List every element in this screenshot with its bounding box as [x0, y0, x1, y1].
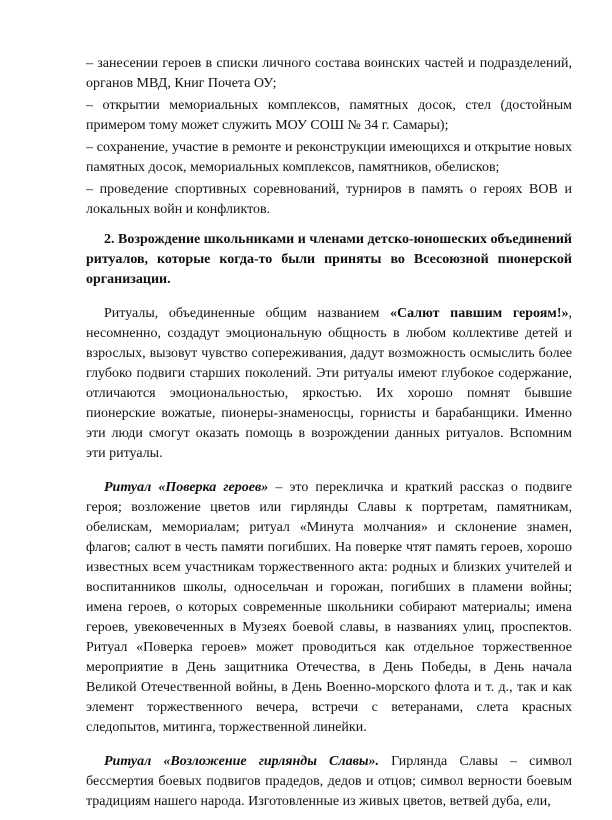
document-page — [86, 54, 572, 820]
paragraph-ritual-garland — [86, 752, 572, 812]
ritual-title: Ритуал «Поверка героев» — [104, 480, 269, 495]
section-heading: 2. Возрождение школьниками и членами детско-юношеских объединений ритуалов, которые когда-то были приняты во Всесоюзной пионерской организации. — [86, 232, 572, 287]
paragraph-text: – это перекличка и краткий рассказ о подвиге героя; возложение цветов или гирлянды Славы к портретам, памятникам, обелискам, мемориалам; ритуал «Минута молчания» и склонение знамен, флагов; салют в честь памяти погибших. На поверке чтят память героев, хорошо известных всем участникам торжественного акта: родных и близких учителей и воспитанников школы, односельчан и горожан, погибших в пламени войны; имена героев, о которых современные школьники собирают материалы; имена героев, увековеченных в Музеях боевой славы, в названиях улиц, проспектов. Ритуал «Поверка героев» может проводиться как отдельное торжественное мероприятие в День защитника Отечества, в День Победы, в День начала Великой Отечественной войны, в День Военно-морского флота и т. д., так и как элемент торжественного вечера, встречи с ветеранами, слета красных следопытов, митинга, торжественной линейки. — [86, 480, 572, 735]
paragraph-text: Ритуалы, объединенные общим названием — [104, 306, 390, 321]
paragraph-rituals-intro — [86, 304, 572, 464]
list-item: – занесении героев в списки личного состава воинских частей и подразделений, органов МВД, Книг Почета ОУ; — [86, 56, 572, 91]
list-item: – открытии мемориальных комплексов, памятных досок, стел (достойным примером тому может служить МОУ СОШ № 34 г. Самары); — [86, 98, 572, 133]
ritual-name-bold: «Салют павшим героям!» — [390, 306, 569, 321]
paragraph-text: Гирлянда Славы – символ бессмертия боевых подвигов прадедов, дедов и отцов; символ верности боевым традициям нашего народа. Изготовленные из живых цветов, ветвей дуба, ели, — [86, 754, 572, 809]
list-item: – сохранение, участие в ремонте и реконструкции имеющихся и открытие новых памятных досок, мемориальных комплексов, памятников, обелисков; — [86, 140, 572, 175]
paragraph-ritual-roll-call — [86, 478, 572, 738]
bullet-list — [86, 54, 572, 220]
ritual-title: Ритуал «Возложение гирлянды Славы». — [104, 754, 380, 769]
paragraph-text: , несомненно, создадут эмоциональную общность в любом коллективе детей и взрослых, вызовут чувство сопереживания, дадут возможность осмыслить более глубоко подвиги старших поколений. Эти ритуалы имеют глубокое содержание, отличаются эмоциональностью, яркостью. Их хорошо помнят бывшие пионерские вожатые, пионеры-знаменосцы, горнисты и барабанщики. Именно эти люди смогут оказать помощь в возрождении данных ритуалов. Вспомним эти ритуалы. — [86, 306, 572, 461]
list-item: – проведение спортивных соревнований, турниров в память о героях ВОВ и локальных войн и конфликтов. — [86, 182, 572, 217]
